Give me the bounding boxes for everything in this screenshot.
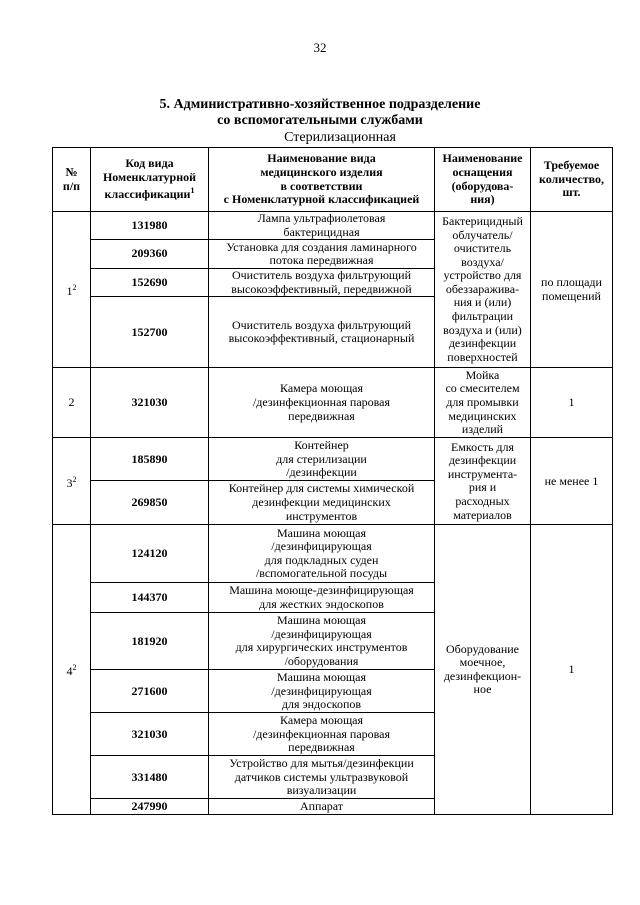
equipment-name: Емкость для дезинфекции инструмента- рия и расходных материалов (435, 438, 531, 525)
nomenclature-code: 124120 (91, 525, 209, 583)
nomenclature-code: 247990 (91, 799, 209, 815)
page-number: 32 (313, 40, 327, 55)
device-name: Аппарат (209, 799, 435, 815)
nomenclature-code: 181920 (91, 613, 209, 670)
device-name: Лампа ультрафиолетовая бактерицидная (209, 212, 435, 240)
device-name: Камера моющая /дезинфекционная паровая передвижная (209, 368, 435, 438)
equipment-name: Мойка со смесителем для промывки медицинских изделий (435, 368, 531, 438)
table-row (53, 368, 613, 438)
header-name: Наименование вида медицинского изделия в соответствии с Номенклатурной классификацией (209, 148, 435, 212)
device-name: Установка для создания ламинарного потока передвижная (209, 240, 435, 269)
row-number: $4^2$ (53, 525, 91, 815)
table-header-row (53, 148, 613, 212)
device-name: Контейнер для системы химической дезинфекции медицинских инструментов (209, 481, 435, 525)
nomenclature-code: 131980 (91, 212, 209, 240)
nomenclature-code: 152700 (91, 297, 209, 368)
nomenclature-code: 331480 (91, 756, 209, 799)
nomenclature-code: 321030 (91, 713, 209, 756)
device-name: Машина моющая /дезинфицирующая для хирургических инструментов /оборудования (209, 613, 435, 670)
device-name: Камера моющая /дезинфекционная паровая передвижная (209, 713, 435, 756)
nomenclature-code: 185890 (91, 438, 209, 481)
required-quantity: 1 (531, 525, 613, 815)
row-number: $3^2$ (53, 438, 91, 525)
nomenclature-code: 209360 (91, 240, 209, 269)
row-number: $1^2$ (53, 212, 91, 368)
row-number-footnote: 2 (72, 663, 77, 673)
device-name: Очиститель воздуха фильтрующий высокоэффективный, стационарный (209, 297, 435, 368)
section-title (0, 97, 640, 129)
table-body (53, 212, 613, 815)
table-row (53, 212, 613, 240)
equipment-name: Бактерицидный облучатель/ очиститель воздуха/ устройство для обеззаражива- ния и (или) фильтрации воздуха и (или) дезинфекции поверхностей (435, 212, 531, 368)
row-number-footnote: 2 (72, 474, 77, 484)
subsection-title: Стерилизационная (284, 130, 396, 145)
section-title-line1: 5. Административно-хозяйственное подразделение (159, 97, 481, 112)
device-name: Очиститель воздуха фильтрующий высокоэффективный, передвижной (209, 269, 435, 297)
nomenclature-code: 271600 (91, 670, 209, 713)
row-number: 2 (53, 368, 91, 438)
device-name: Устройство для мытья/дезинфекции датчиков системы ультразвуковой визуализации (209, 756, 435, 799)
required-quantity: по площади помещений (531, 212, 613, 368)
header-num: № п/п (53, 148, 91, 212)
header-equipment: Наименование оснащения (оборудова- ния) (435, 148, 531, 212)
table-row (53, 438, 613, 481)
section-title-line2: со вспомогательными службами (217, 113, 423, 128)
required-quantity: 1 (531, 368, 613, 438)
header-code: Код вида Номенклатурной классификации$^1$ (91, 148, 209, 212)
row-number-footnote: 2 (72, 282, 77, 292)
header-code-footnote: 1 (190, 186, 195, 196)
device-name: Машина моющая /дезинфицирующая для эндоскопов (209, 670, 435, 713)
header-quantity: Требуемое количество, шт. (531, 148, 613, 212)
device-name: Машина моющая /дезинфицирующая для подкладных суден /вспомогательной посуды (209, 525, 435, 583)
device-name: Машина моюще-дезинфицирующая для жестких эндоскопов (209, 583, 435, 613)
nomenclature-code: 152690 (91, 269, 209, 297)
device-name: Контейнер для стерилизации /дезинфекции (209, 438, 435, 481)
nomenclature-code: 144370 (91, 583, 209, 613)
table-row (53, 525, 613, 583)
nomenclature-code: 321030 (91, 368, 209, 438)
nomenclature-code: 269850 (91, 481, 209, 525)
equipment-name: Оборудование моечное, дезинфекцион- ное (435, 525, 531, 815)
required-quantity: не менее 1 (531, 438, 613, 525)
equipment-table (52, 147, 613, 815)
